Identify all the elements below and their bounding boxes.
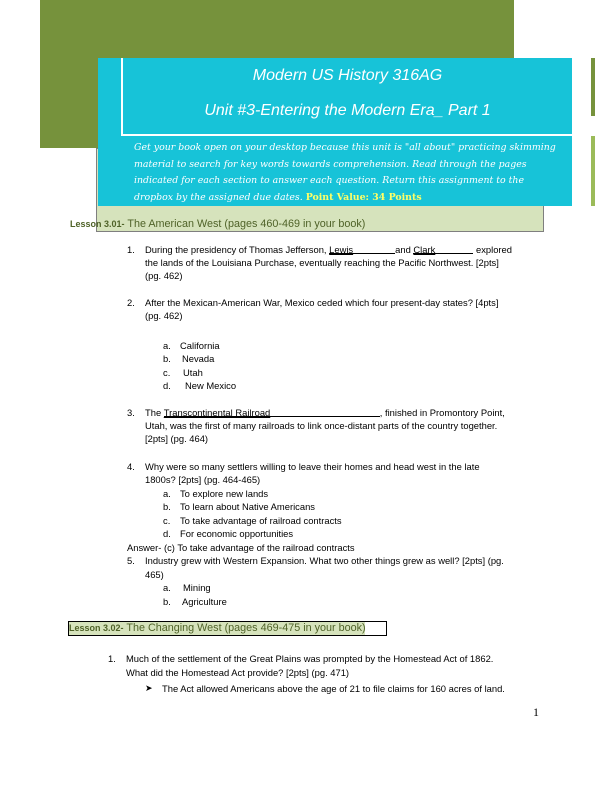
lesson-title: The American West (pages 460-469 in your book) (127, 218, 366, 230)
list-letter: b. (163, 501, 171, 512)
answer-blank[interactable] (329, 243, 395, 254)
list-letter: b. (163, 596, 171, 607)
header-accent-bar (591, 58, 595, 116)
list-letter: d. (163, 528, 171, 539)
question-number: 3. (127, 407, 135, 418)
list-letter: a. (163, 488, 171, 499)
question-text-line: Why were so many settlers willing to leave their homes and head west in the late (145, 461, 480, 472)
question-text (145, 243, 545, 257)
question-text-line: (pg. 462) (145, 270, 183, 281)
answer-text: Transcontinental Railroad (163, 407, 271, 418)
question-text-part: , finished in Promontory Point, (379, 407, 505, 418)
question-text-part: and (395, 244, 411, 255)
question-text-part: The (145, 407, 162, 418)
question-text-line: 465) (145, 569, 164, 580)
list-item: For economic opportunities (180, 528, 294, 539)
point-value: Point Value: 34 Points (305, 191, 422, 203)
question-number: 5. (127, 555, 135, 566)
question-text-line: What did the Homestead Act provide? [2pts] (pg. 471) (126, 667, 350, 678)
list-letter: c. (163, 367, 171, 378)
question-number: 1. (127, 244, 135, 255)
list-item: To explore new lands (180, 488, 269, 499)
list-item: Utah (183, 367, 203, 378)
answer-text: Lewis (329, 244, 354, 255)
answer-blank[interactable] (413, 243, 473, 254)
question-text-line: [2pts] (pg. 464) (145, 433, 209, 444)
list-item: To learn about Native Americans (180, 501, 315, 512)
intro-text (134, 140, 562, 206)
question-text-line: (pg. 462) (145, 310, 183, 321)
header-accent-bar (591, 136, 595, 206)
answer-blank[interactable] (164, 406, 380, 417)
lesson-title: The Changing West (pages 469-475 in your book) (126, 622, 366, 634)
list-letter: a. (163, 582, 171, 593)
question-text-line: After the Mexican-American War, Mexico ceded which four present-day states? [4pts] (145, 297, 499, 308)
course-title: Modern US History 316AG (252, 67, 443, 84)
question-text-part: During the presidency of Thomas Jefferson, (145, 244, 327, 255)
question-number: 1. (108, 653, 116, 664)
lesson-label: Lesson 3.02- (69, 623, 124, 633)
list-letter: c. (163, 515, 171, 526)
arrow-bullet-icon: ➤ (145, 683, 153, 693)
list-item: New Mexico (185, 380, 237, 391)
question-text-line: Utah, was the first of many railroads to link once-distant parts of the country together. (145, 420, 498, 431)
list-item: Mining (183, 582, 211, 593)
answer-text: The Act allowed Americans above the age of 21 to file claims for 160 acres of land. (162, 683, 505, 694)
list-item: Agriculture (182, 596, 227, 607)
question-text-line: Industry grew with Western Expansion. What two other things grew as well? [2pts] (pg. (145, 555, 504, 566)
question-text-line: 1800s? [2pts] (pg. 464-465) (145, 474, 261, 485)
answer-text: Clark (413, 244, 436, 255)
lesson-heading (69, 622, 366, 634)
lesson-heading (70, 218, 365, 230)
answer-text: Answer- (c) To take advantage of the railroad contracts (127, 542, 355, 553)
intro-instructions: Get your book open on your desktop because this unit is "all about" practicing skimming material to search for key words towards comprehension. Read through the pages indicated for each section to answer each question. Return this assignment to the dropbox by the assigned due dates. (134, 142, 556, 203)
question-text-line: the lands of the Louisiana Purchase, eventually reaching the Pacific Northwest. [2pts] (145, 257, 499, 268)
list-letter: d. (163, 380, 171, 391)
question-text-part: explored (476, 244, 512, 255)
list-item: Nevada (182, 353, 215, 364)
title-divider (121, 134, 572, 136)
lesson-label: Lesson 3.01- (70, 219, 125, 229)
question-number: 2. (127, 297, 135, 308)
question-text (145, 406, 505, 420)
list-item: California (180, 340, 220, 351)
unit-title: Unit #3-Entering the Modern Era_ Part 1 (204, 102, 491, 119)
list-letter: a. (163, 340, 171, 351)
page-number: 1 (533, 705, 539, 719)
list-letter: b. (163, 353, 171, 364)
question-number: 4. (127, 461, 135, 472)
list-item: To take advantage of railroad contracts (180, 515, 342, 526)
question-text-line: Much of the settlement of the Great Plains was prompted by the Homestead Act of 1862. (126, 653, 494, 664)
